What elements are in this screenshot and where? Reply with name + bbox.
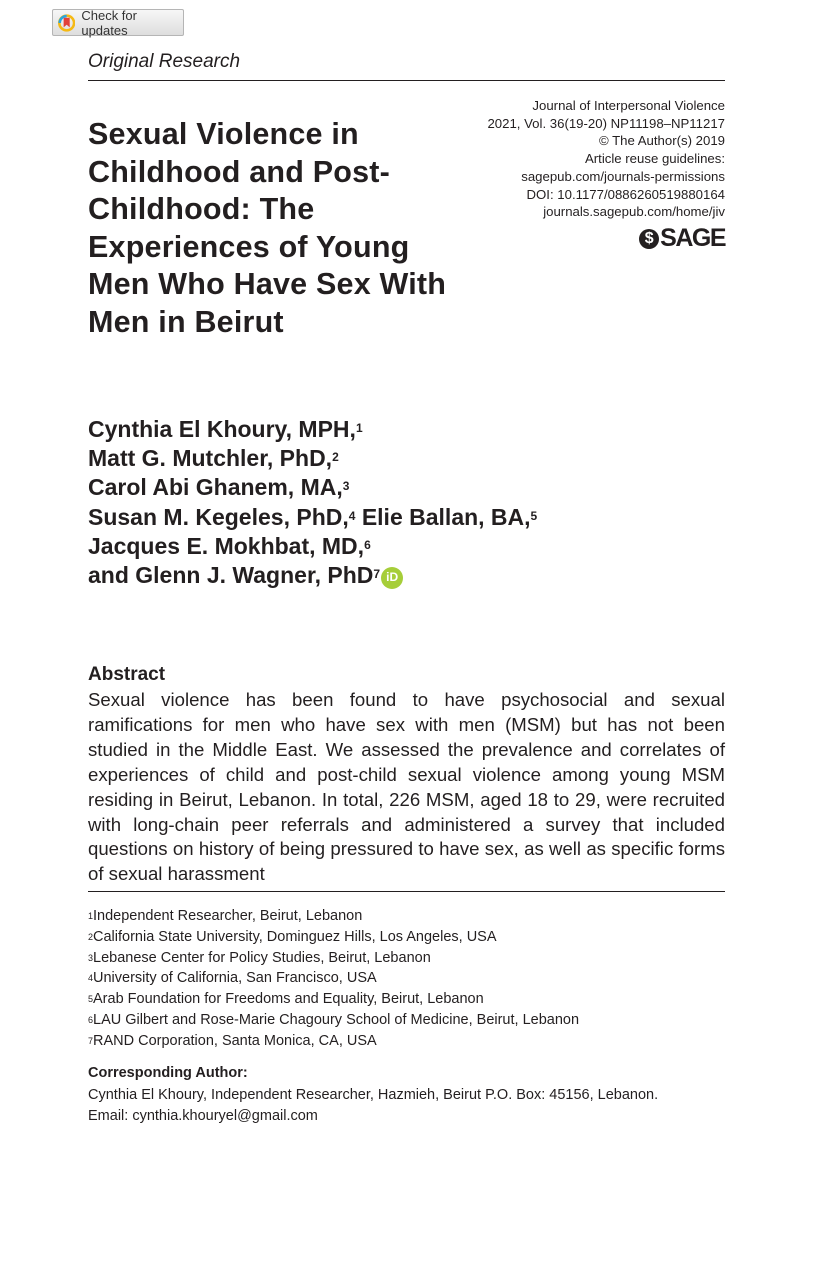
affiliations (88, 906, 579, 1052)
affiliation: $^4$University of California, San Francisco, USA (88, 970, 377, 987)
crossmark-icon (58, 14, 75, 32)
copyright: © The Author(s) 2019 (598, 133, 725, 149)
orcid-icon[interactable]: iD (381, 567, 403, 589)
author: Susan M. Kegeles, PhD, (88, 503, 349, 530)
doi-link[interactable]: DOI: 10.1177/0886260519880164 (526, 186, 725, 202)
affiliation: $^6$LAU Gilbert and Rose-Marie Chagoury School of Medicine, Beirut, Lebanon (88, 1011, 580, 1028)
author: Elie Ballan, BA, (361, 503, 531, 530)
abstract-heading: Abstract (88, 664, 166, 685)
reuse-link[interactable]: sagepub.com/journals-permissions (521, 168, 725, 184)
sage-wordmark: SAGE (660, 224, 725, 252)
check-for-updates-label: Check for updates (81, 7, 137, 38)
corresponding-address: Cynthia El Khoury, Independent Researcher, Hazmieh, Beirut P.O. Box: 45156, Lebanon. (88, 1087, 659, 1103)
journal-meta (487, 97, 725, 221)
corresponding-details (88, 1085, 658, 1127)
author: Jacques E. Mokhbat, MD, (88, 532, 365, 559)
author: Matt G. Mutchler, PhD, (88, 445, 333, 472)
journal-volume: 2021, Vol. 36(19-20) NP11198–NP11217 (487, 115, 725, 131)
author: Carol Abi Ghanem, MA, (88, 474, 343, 501)
affiliation: $^7$RAND Corporation, Santa Monica, CA, USA (88, 1032, 377, 1049)
journal-link[interactable]: journals.sagepub.com/home/jiv (543, 204, 725, 220)
corresponding-email[interactable]: Email: cynthia.khouryel@gmail.com (88, 1107, 318, 1124)
affiliation: $^3$Lebanese Center for Policy Studies, Beirut, Lebanon (88, 949, 431, 966)
author-list: Cynthia El Khoury, MPH,$^1$ Matt G. Mutchler, PhD,$^2$ Carol Abi Ghanem, MA,$^3$ Susan M. Kegeles, PhD,$^4$ Elie Ballan, BA,$^5$ Jacques E. Mokhbat, MD,$^6$ and Glenn J. Wagner, PhD$^7$ iD (88, 416, 538, 589)
sage-logo (639, 224, 725, 253)
corresponding-heading: Corresponding Author: (88, 1065, 248, 1081)
abstract-text: Sexual violence has been found to have psychosocial and sexual ramifications for men who have sex with men (MSM) but has not been studied in the Middle East. We assessed the prevalence and correlates of experiences of child and post-child sexual violence among young MSM residing in Beirut, Lebanon. In total, 226 MSM, aged 18 to 29, were recruited with long-chain peer referrals and administered a survey that included questions on history of being pressured to have sex, as well as specific forms of sexual harassment (88, 689, 725, 885)
affiliation: $^2$California State University, Dominguez Hills, Los Angeles, USA (88, 928, 497, 945)
affiliation: $^1$Independent Researcher, Beirut, Lebanon (88, 908, 363, 924)
section-label: Original Research (88, 51, 241, 72)
journal-name: Journal of Interpersonal Violence (532, 98, 725, 113)
check-for-updates-button[interactable] (52, 9, 184, 36)
header-rule (88, 80, 725, 81)
author: and Glenn J. Wagner, PhD (88, 562, 374, 589)
author: Cynthia El Khoury, MPH, (88, 416, 356, 442)
sage-s-icon: $ (639, 229, 659, 249)
reuse-label: Article reuse guidelines: (584, 151, 725, 167)
affiliation: $^5$Arab Foundation for Freedoms and Equality, Beirut, Lebanon (88, 991, 484, 1008)
footnote-rule (88, 891, 725, 892)
article-title: Sexual Violence in Childhood and Post-Childhood: The Experiences of Young Men Who Have Sex With Men in Beirut (88, 117, 447, 339)
